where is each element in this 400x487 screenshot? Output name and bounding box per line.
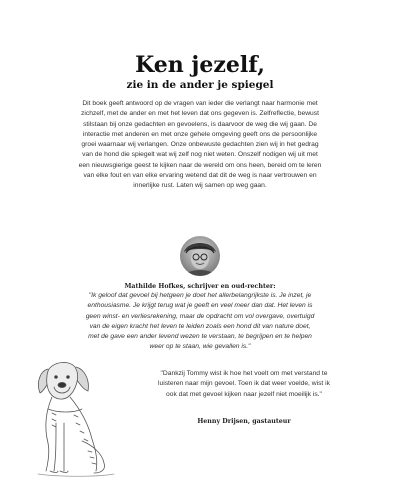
intro-paragraph: Dit boek geeft antwoord op de vragen van ieder die verlangt naar harmonie met zichzelf, met de ander en met het leven dat ons gegeven is. Zelfreflectie, bewust stilstaan bij onze gedachten en gevoelens, is daarvoor de weg die wij gaan. De interactie met anderen en met onze gehele omgeving geeft ons de persoonlijke groei waarnaar wij verlangen. Onze onbewuste gedachten zien wij in het gedrag van de hond die spiegelt wat wij zelf nog niet weten. Onszelf nodigen wij uit met een nieuwsgierige geest te kijken naar de wereld om ons heen, bereid om te leren van elke fout en van elke ervaring wetend dat dit de weg is naar vertrouwen en innerlijke rust. Laten wij samen op weg gaan.: [78, 100, 322, 190]
author-credit: Mathilde Hofkes, schrijver en oud-rechter:: [124, 283, 276, 290]
author-portrait: [180, 236, 220, 276]
page-title: Ken jezelf,: [135, 52, 265, 78]
guest-quote: "Dankzij Tommy wist ik hoe het voelt om met verstand te luisteren naar mijn gevoel. Toen ik dat weer voelde, wist ik ook dat met gevoel kijken naar jezelf niet moeilijk is.": [158, 370, 330, 398]
author-quote: "Ik geloof dat gevoel bij hetgeen je doet het allerbelangrijkste is. Je inzet, je enthousiasme. Je krijgt terug wat je geeft en veel meer dan dat. Het leven is geen winst- en verliesrekening, maar de opdracht om vol overgave, overtuigd van de eigen kracht het leven te leiden zoals een hond dit van nature doet, met de gave een ander levend wezen te verstaan, te begrijpen en te helpen weer op te staan, wie gevallen is.": [85, 292, 315, 351]
guest-credit: Henny Drijsen, gastauteur: [197, 418, 291, 425]
dog-illustration: [18, 353, 134, 477]
page-subtitle: zie in de ander je spiegel: [126, 79, 274, 91]
author-portrait-image: [180, 236, 220, 276]
sitting-dog-icon: [18, 353, 134, 477]
